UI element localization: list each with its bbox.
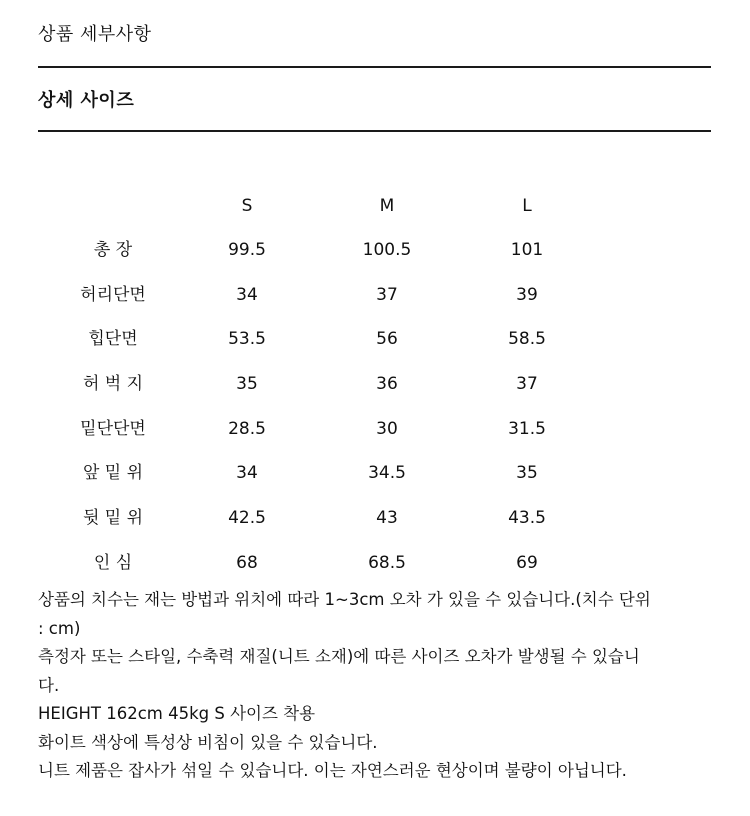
row-value-m: 34.5 bbox=[368, 463, 406, 484]
row-value-s: 99.5 bbox=[228, 240, 266, 260]
column-header-l: L bbox=[522, 196, 532, 216]
table-row bbox=[38, 538, 711, 583]
table-row bbox=[38, 314, 711, 359]
row-value-m: 37 bbox=[376, 284, 398, 305]
row-value-m: 68.5 bbox=[368, 552, 406, 573]
row-value-m: 56 bbox=[376, 329, 398, 350]
size-table bbox=[38, 180, 711, 583]
row-value-l: 69 bbox=[516, 552, 538, 573]
row-label: 뒷 밑 위 bbox=[82, 508, 144, 529]
row-value-m: 30 bbox=[376, 418, 398, 439]
note-line: 측정자 또는 스타일, 수축력 재질(니트 소재)에 따른 사이즈 오차가 발생될 수 있습니 bbox=[38, 647, 640, 666]
header-title: 상품 세부사항 bbox=[38, 24, 152, 45]
table-row bbox=[38, 404, 711, 449]
row-value-l: 58.5 bbox=[508, 329, 546, 350]
table-row bbox=[38, 225, 711, 270]
row-label: 인 심 bbox=[93, 552, 133, 573]
note-line: 니트 제품은 잡사가 섞일 수 있습니다. 이는 자연스러운 현상이며 불량이 아닙니다. bbox=[38, 761, 627, 780]
note-line: HEIGHT 162cm 45kg S 사이즈 착용 bbox=[38, 704, 316, 723]
top-divider bbox=[38, 66, 711, 68]
row-label: 허 벅 지 bbox=[82, 374, 144, 395]
row-value-s: 42.5 bbox=[228, 508, 266, 529]
note-line: : cm) bbox=[38, 618, 81, 638]
row-value-s: 53.5 bbox=[228, 329, 266, 350]
table-row bbox=[38, 359, 711, 404]
row-value-m: 43 bbox=[376, 508, 398, 529]
section-title: 상세 사이즈 bbox=[38, 90, 135, 111]
row-label: 총 장 bbox=[93, 240, 133, 260]
table-row bbox=[38, 270, 711, 315]
row-value-l: 101 bbox=[510, 240, 544, 260]
row-value-m: 36 bbox=[376, 374, 398, 395]
table-row bbox=[38, 493, 711, 538]
notes bbox=[38, 586, 718, 786]
note-line: 다. bbox=[38, 675, 60, 695]
row-value-s: 34 bbox=[236, 284, 258, 305]
row-value-s: 35 bbox=[236, 374, 258, 395]
row-value-l: 37 bbox=[516, 374, 538, 395]
table-row bbox=[38, 448, 711, 493]
section-divider bbox=[38, 130, 711, 132]
column-header-m: M bbox=[379, 196, 395, 216]
row-label: 힙단면 bbox=[88, 329, 138, 350]
row-value-l: 31.5 bbox=[508, 418, 546, 439]
row-value-l: 35 bbox=[516, 463, 538, 484]
note-line: 화이트 색상에 특성상 비침이 있을 수 있습니다. bbox=[38, 732, 378, 752]
row-value-l: 43.5 bbox=[508, 508, 546, 529]
table-header-row bbox=[38, 180, 711, 216]
row-value-m: 100.5 bbox=[362, 240, 412, 260]
row-value-s: 68 bbox=[236, 552, 258, 573]
row-value-l: 39 bbox=[516, 284, 538, 305]
column-header-s: S bbox=[241, 196, 253, 216]
row-label: 밑단단면 bbox=[80, 418, 146, 439]
row-label: 허리단면 bbox=[80, 284, 146, 305]
note-line: 상품의 치수는 재는 방법과 위치에 따라 1~3cm 오차 가 있을 수 있습니다.(치수 단위 bbox=[38, 590, 651, 609]
row-label: 앞 밑 위 bbox=[82, 463, 144, 484]
row-value-s: 34 bbox=[236, 463, 258, 484]
row-value-s: 28.5 bbox=[228, 418, 266, 439]
